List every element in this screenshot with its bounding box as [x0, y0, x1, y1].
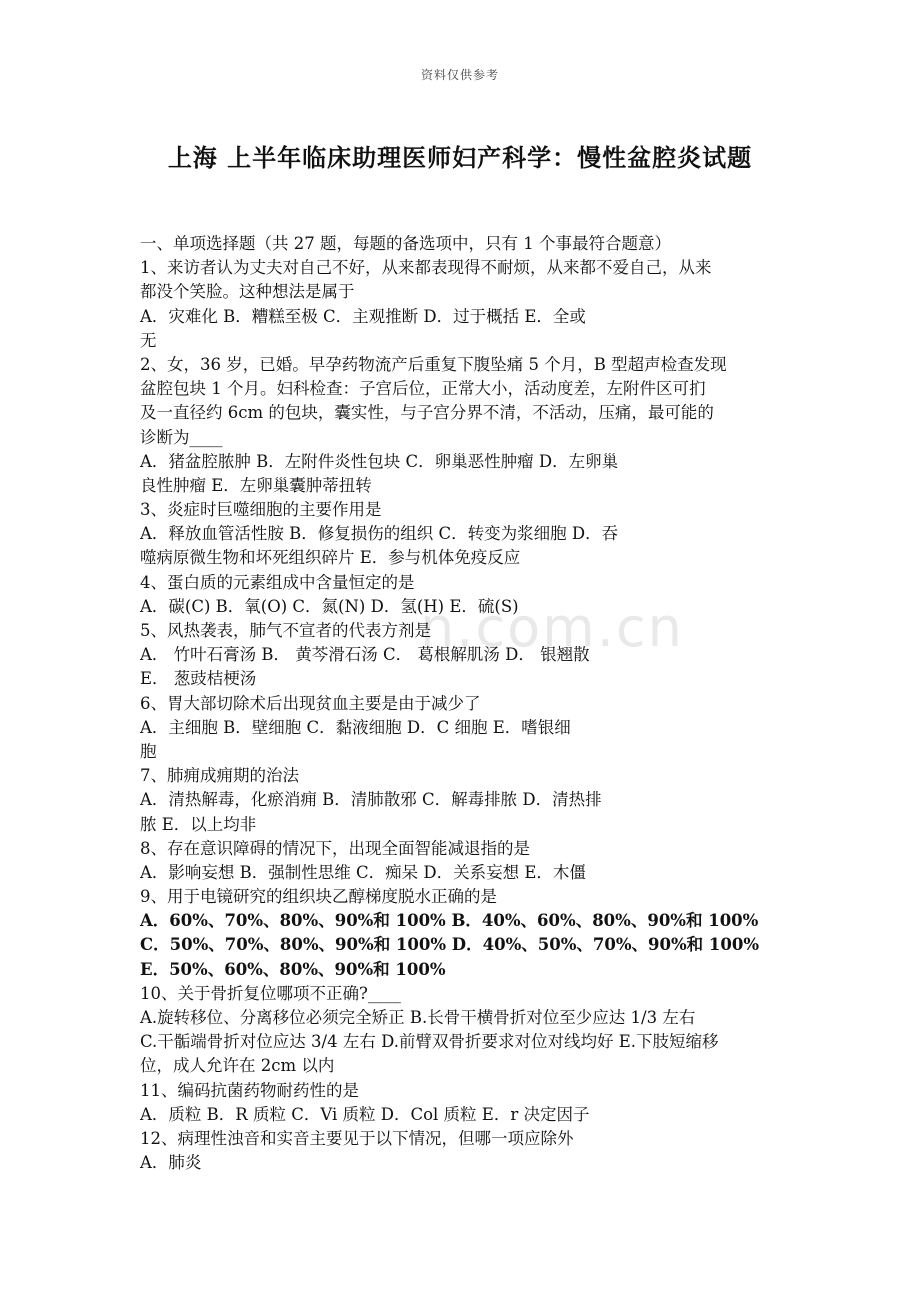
question-10-text: 10、关于骨折复位哪项不正确?____: [140, 983, 401, 1003]
question-1-options-cont: 无: [140, 330, 157, 350]
question-2-options: A．猪盆腔脓肿 B．左附件炎性包块 C．卵巢恶性肿瘤 D．左卵巢: [140, 451, 619, 471]
question-12-options: A．肺炎: [140, 1153, 202, 1173]
section-heading: 一、单项选择题（共 27 题，每题的备选项中，只有 1 个事最符合题意）: [140, 234, 671, 253]
question-11-text: 11、编码抗菌药物耐药性的是: [140, 1080, 359, 1100]
question-8-options: A．影响妄想 B．强制性思维 C．痴呆 D．关系妄想 E．木僵: [140, 862, 586, 882]
question-4-options: A．碳(C) B．氧(O) C．氮(N) D．氢(H) E．硫(S): [140, 596, 519, 616]
question-4-text: 4、蛋白质的元素组成中含量恒定的是: [140, 572, 415, 592]
question-2-text: 2、女，36 岁，已婚。早孕药物流产后重复下腹坠痛 5 个月，B 型超声检查发现: [140, 354, 727, 374]
question-11-options: A．质粒 B．R 质粒 C．Vi 质粒 D．Col 质粒 E．r 决定因子: [140, 1104, 590, 1124]
question-6-options: A．主细胞 B．壁细胞 C．黏液细胞 D．C 细胞 E．嗜银细: [140, 717, 571, 737]
question-9-text: 9、用于电镜研究的组织块乙醇梯度脱水正确的是: [140, 887, 497, 907]
question-9-options: A．60%、70%、80%、90%和 100% B．40%、60%、80%、90%和 100%: [140, 911, 759, 931]
question-10-options-cont: 位，成人允许在 2cm 以内: [140, 1056, 335, 1076]
question-2-options-cont: 良性肿瘤 E．左卵巢囊肿蒂扭转: [140, 475, 372, 495]
question-9-options-cont: E．50%、60%、80%、90%和 100%: [140, 959, 446, 979]
question-6-options-cont: 胞: [140, 741, 157, 761]
question-3-text: 3、炎症时巨噬细胞的主要作用是: [140, 500, 382, 520]
question-12-text: 12、病理性浊音和实音主要见于以下情况，但哪一项应除外: [140, 1128, 574, 1148]
question-6-text: 6、胃大部切除术后出现贫血主要是由于减少了: [140, 693, 481, 713]
question-2-text-cont: 及一直径约 6cm 的包块，囊实性，与子宫分界不清，不活动，压痛，最可能的: [140, 403, 714, 423]
question-5-options-cont: E． 葱豉桔梗汤: [140, 669, 257, 689]
question-list: [140, 232, 780, 1175]
question-5-options: A． 竹叶石膏汤 B． 黄芩滑石汤 C． 葛根解肌汤 D． 银翘散: [140, 645, 590, 665]
question-7-text: 7、肺痈成痈期的治法: [140, 766, 299, 786]
question-7-options: A．清热解毒，化瘀消痈 B．清肺散邪 C．解毒排脓 D．清热排: [140, 790, 602, 810]
question-1-text: 1、来访者认为丈夫对自己不好，从来都表现得不耐烦，从来都不爱自己，从来: [140, 258, 712, 278]
document-title: 上海 上半年临床助理医师妇产科学：慢性盆腔炎试题: [167, 143, 753, 172]
question-2-text-cont: 诊断为____: [140, 427, 223, 447]
question-5-text: 5、风热袭表，肺气不宣者的代表方剂是: [140, 621, 431, 640]
question-1-text-cont: 都没个笑脸。这种想法是属于: [140, 282, 355, 302]
question-8-text: 8、存在意识障碍的情况下，出现全面智能减退指的是: [140, 838, 530, 858]
question-9-options-cont: C．50%、70%、80%、90%和 100% D．40%、50%、70%、90%和 100%: [140, 935, 760, 955]
question-7-options-cont: 脓 E．以上均非: [140, 814, 257, 834]
question-3-options-cont: 噬病原微生物和坏死组织碎片 E．参与机体免疫反应: [140, 548, 521, 568]
question-10-options: A.旋转移位、分离移位必须完全矫正 B.长骨干横骨折对位至少应达 1/3 左右: [140, 1008, 696, 1027]
question-10-options-cont: C.干骺端骨折对位应达 3/4 左右 D.前臂双骨折要求对位对线均好 E.下肢短缩移: [140, 1032, 719, 1052]
header-note: 资料仅供参考: [420, 68, 499, 82]
question-3-options: A．释放血管活性胺 B．修复损伤的组织 C．转变为浆细胞 D．吞: [140, 524, 619, 544]
question-1-options: A．灾难化 B．糟糕至极 C．主观推断 D．过于概括 E．全或: [140, 306, 586, 326]
question-2-text-cont: 盆腔包块 1 个月。妇科检查：子宫后位，正常大小，活动度差，左附件区可扪: [140, 379, 706, 399]
watermark-text: n.com.cn: [420, 596, 684, 659]
